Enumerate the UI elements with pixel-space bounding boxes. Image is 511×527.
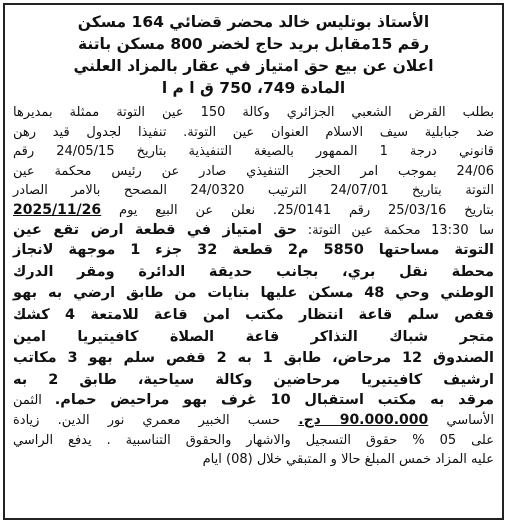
property-line: محطة نقل بري، بجانب حديقة الدائرة ومقر الدرك <box>13 263 494 280</box>
sale-time-court: سا 13:30 محكمة عين التوتة: <box>307 222 494 238</box>
sale-date-prefix: بتاريخ 25/03/16 رقم 25/0141. نعلن عن البيع يوم <box>119 202 495 218</box>
property-final: مرقد به مكتب استقبال 10 غرف بهو مراحيض حمام. <box>54 392 494 409</box>
property-line: التوتة مساحتها 5850 م2 قطعة 32 جزء 1 موجهة لانجاز <box>13 242 494 259</box>
sale-date-line <box>13 201 494 221</box>
notice-header <box>5 5 502 99</box>
body-line: ضد جبابلية سيف الاسلام العنوان عين التوتة. تنفيذا لجدول قيد رهن <box>13 124 494 140</box>
body-line: التوتة بتاريخ 24/07/01 الترتيب 24/0320 المصحح بالامر الصادر <box>13 183 495 199</box>
body-line: بطلب القرض الشعبي الجزائري وكالة 150 عين التوتة ممثلة بمديرها <box>13 105 494 120</box>
property-intro-line <box>13 221 494 241</box>
property-line: ارشيف كافيتيريا مرحاضين وكالة سياحية، طابق 2 به <box>13 371 494 388</box>
body-line: عليه المزاد خمس المبلغ حالا و المتبقي خلال (08) ايام <box>202 452 494 468</box>
notice-title: اعلان عن بيع حق امتياز في عقار بالمزاد العلني <box>73 57 434 75</box>
property-intro: حق امتياز في قطعة ارض تقع عين <box>13 221 298 238</box>
body-line: على 05 % حقوق التسجيل والاشهار والحقوق التناسبية . يدفع الراسي <box>13 432 494 448</box>
notice-body <box>5 99 502 470</box>
price-line <box>13 411 494 431</box>
price-label-end: الأساسي <box>446 412 494 428</box>
base-price: 90.000.000 دج. <box>298 411 429 428</box>
property-line: متجر شباك التذاكر قاعة الصلاة كافيتيريا امين <box>13 328 494 345</box>
legal-notice <box>3 3 504 520</box>
property-line: الصندوق 12 مرحاض، طابق 1 به 2 قفص سلم بهو 3 مكاتب <box>13 350 495 367</box>
sale-date: 2025/11/26 <box>13 201 102 218</box>
bailiff-address: رقم 15مقابل بريد حاج لخضر 800 مسكن باتنة <box>78 35 429 53</box>
expert-name: حسب الخبير معمري نور الدين. زيادة <box>13 412 281 428</box>
property-line: الوطني وحي 48 مسكن عليها بنايات من طابق ارضي به بهو <box>13 285 494 302</box>
property-line: قفص سلم قاعة انتظار مكتب امن قاعة للامتعة 4 كشك <box>13 306 494 323</box>
price-label-start: الثمن <box>13 393 42 409</box>
body-line: قانوني درجة 1 الممهور بالصيغة التنفيذية بتاريخ 24/05/15 رقم <box>13 144 494 160</box>
body-line: 24/06 بموجب امر الحجز التنفيذي صادر عن رئيس محكمة عين <box>13 163 494 179</box>
property-last-line <box>13 391 494 411</box>
bailiff-name: الأستاذ بوتليس خالد محضر قضائي 164 مسكن <box>77 13 430 31</box>
legal-articles: المادة 749، 750 ق ا م ا <box>161 79 346 97</box>
